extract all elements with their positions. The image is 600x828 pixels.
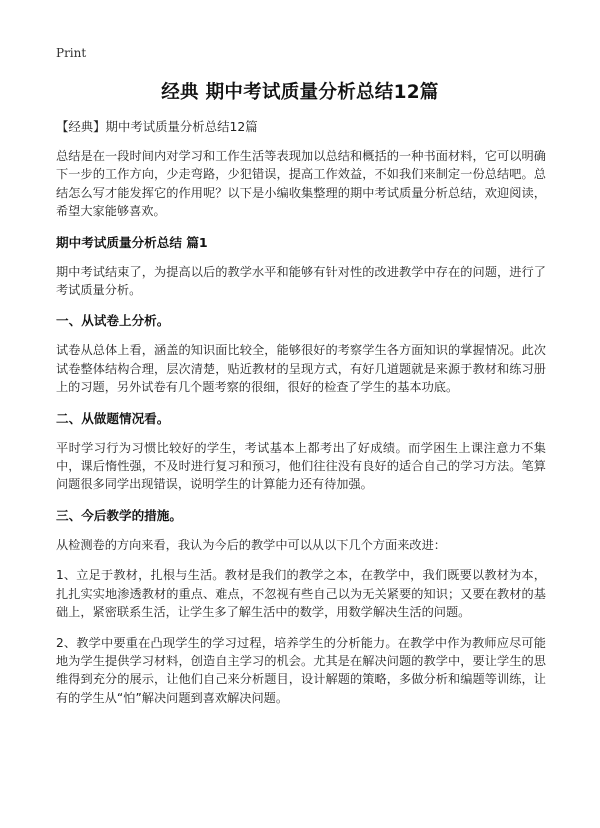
print-link[interactable]: Print (56, 46, 87, 60)
measure-item-1: 1、立足于教材，扎根与生活。教材是我们的教学之本，在教学中，我们既要以教材为本，扎扎实实地渗透教材的重点、难点，不忽视有些自己以为无关紧要的知识；又要在教材的基础上，紧密联系生活，让学生多了解生活中的数学，用数学解决生活的问题。 (56, 568, 546, 620)
page-title: 经典 期中考试质量分析总结12篇 (161, 82, 439, 103)
document-subtitle: 【经典】期中考试质量分析总结12篇 (56, 119, 258, 134)
section-heading-future-measures: 三、今后教学的措施。 (56, 507, 182, 523)
measure-item-2: 2、教学中要重在凸现学生的学习过程，培养学生的分析能力。在教学中作为教师应尽可能地为学生提供学习材料，创造自主学习的机会。尤其是在解决问题的教学中，要让学生的思维得到充分的展示，让他们自己来分析题目，设计解题的策略，多做分析和编题等训练，让有的学生从“怕”解决问题到喜欢解决问题。 (56, 635, 546, 705)
section-heading-paper-analysis: 一、从试卷上分析。 (56, 313, 170, 329)
section-body-paper-analysis: 试卷从总体上看，涵盖的知识面比较全，能够很好的考察学生各方面知识的掌握情况。此次试卷整体结构合理，层次清楚，贴近教材的呈现方式，有好几道题就是来源于教材和练习册上的习题，另外试卷有几个题考察的很细，很好的检查了学生的基本功底。 (56, 343, 546, 395)
document-body (56, 117, 546, 719)
article-intro-paragraph: 期中考试结束了，为提高以后的教学水平和能够有针对性的改进教学中存在的问题，进行了考试质量分析。 (56, 264, 546, 298)
section-heading-answer-situation: 二、从做题情况看。 (56, 410, 170, 426)
section-body-future-measures: 从检测卷的方向来看，我认为今后的教学中可以从以下几个方面来改进： (56, 537, 446, 552)
article-heading: 期中考试质量分析总结 篇1 (56, 234, 208, 250)
section-body-answer-situation: 平时学习行为习惯比较好的学生，考试基本上都考出了好成绩。而学困生上课注意力不集中，课后惰性强，不及时进行复习和预习，他们往往没有良好的适合自己的学习方法。笔算问题很多同学出现错误，说明学生的计算能力还有待加强。 (56, 440, 546, 492)
intro-paragraph: 总结是在一段时间内对学习和工作生活等表现加以总结和概括的一种书面材料，它可以明确下一步的工作方向，少走弯路，少犯错误，提高工作效益，不如我们来制定一份总结吧。总结怎么写才能发挥它的作用呢？以下是小编收集整理的期中考试质量分析总结，欢迎阅读，希望大家能够喜欢。 (56, 149, 546, 219)
